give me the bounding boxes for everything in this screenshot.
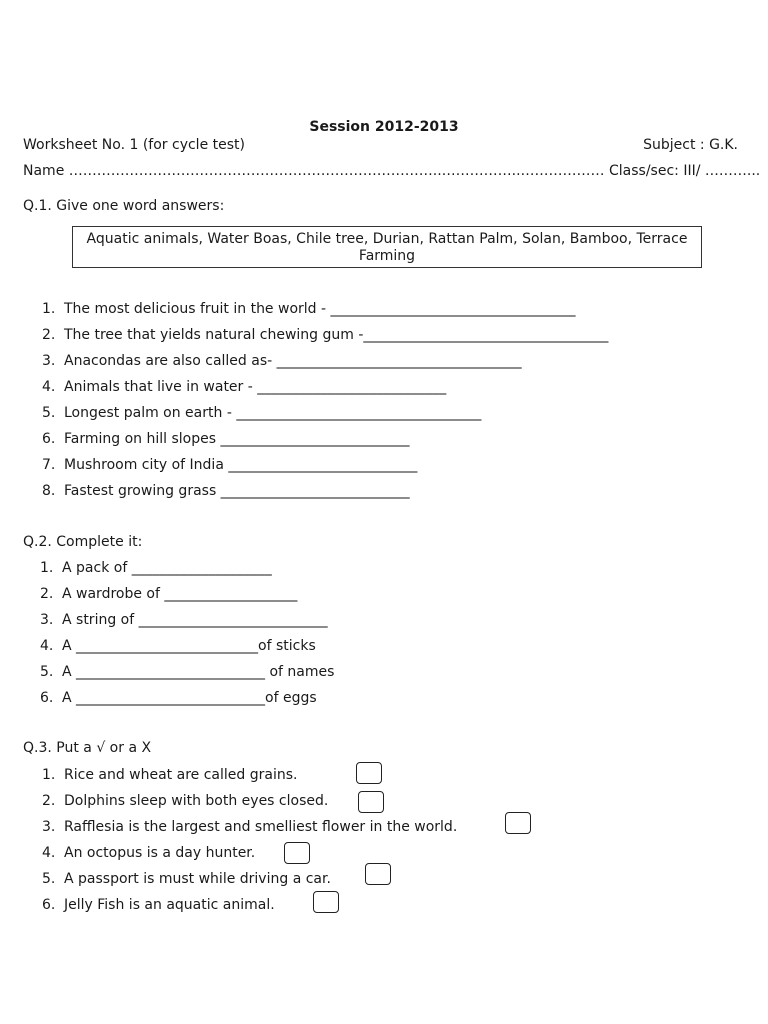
q2-item-5 [40, 664, 334, 680]
q1-item-number: 2. [42, 327, 56, 343]
session-title: Session 2012-2013 [309, 119, 459, 135]
q3-item-number: 6. [42, 897, 56, 913]
q1-item-number: 5. [42, 405, 56, 421]
q1-item-text: Fastest growing grass ___________________________ [64, 483, 410, 499]
q3-answer-checkbox-1[interactable] [356, 762, 382, 784]
q2-item-text: A wardrobe of ___________________ [62, 586, 298, 602]
q3-item-text: An octopus is a day hunter. [64, 845, 256, 861]
q2-item-1 [40, 560, 272, 576]
q3-item-1 [42, 767, 297, 783]
q2-item-3 [40, 612, 328, 628]
q3-title: Q.3. Put a √ or a X [23, 740, 152, 756]
q1-item-number: 1. [42, 301, 56, 317]
q3-item-2 [42, 793, 328, 809]
q3-answer-checkbox-2[interactable] [358, 791, 384, 813]
q3-item-text: Dolphins sleep with both eyes closed. [64, 793, 329, 809]
q1-item-number: 7. [42, 457, 56, 473]
q3-item-6 [42, 897, 275, 913]
q1-item-8 [42, 483, 410, 499]
q3-answer-checkbox-4[interactable] [284, 842, 310, 864]
q2-item-number: 5. [40, 664, 54, 680]
q3-item-text: Rice and wheat are called grains. [64, 767, 298, 783]
q3-answer-checkbox-5[interactable] [365, 863, 391, 885]
q1-item-text: Longest palm on earth - ___________________________________ [64, 405, 482, 421]
q1-item-6 [42, 431, 409, 447]
q3-answer-checkbox-6[interactable] [313, 891, 339, 913]
q3-answer-checkbox-3[interactable] [505, 812, 531, 834]
q3-item-number: 5. [42, 871, 56, 887]
q3-item-number: 4. [42, 845, 56, 861]
q2-item-number: 2. [40, 586, 54, 602]
q2-item-number: 4. [40, 638, 54, 654]
q2-item-text: A string of ___________________________ [62, 612, 328, 628]
q2-item-text: A ___________________________of eggs [62, 690, 317, 706]
q3-item-text: A passport is must while driving a car. [64, 871, 331, 887]
q1-item-text: Anacondas are also called as- ___________________________________ [64, 353, 522, 369]
q1-item-5 [42, 405, 481, 421]
q1-item-text: Animals that live in water - ___________________________ [64, 379, 447, 395]
q2-item-text: A __________________________of sticks [62, 638, 316, 654]
q3-item-number: 3. [42, 819, 56, 835]
q3-item-4 [42, 845, 255, 861]
q1-item-number: 3. [42, 353, 56, 369]
q3-item-5 [42, 871, 331, 887]
worksheet-label: Worksheet No. 1 (for cycle test) [23, 137, 245, 153]
q2-item-2 [40, 586, 297, 602]
q3-item-text: Rafflesia is the largest and smelliest flower in the world. [64, 819, 458, 835]
subject-label: Subject : G.K. [643, 137, 738, 153]
word-bank-box: Aquatic animals, Water Boas, Chile tree, Durian, Rattan Palm, Solan, Bamboo, Terrace Farming [72, 226, 702, 268]
q2-item-4 [40, 638, 316, 654]
q2-item-text: A ___________________________ of names [62, 664, 335, 680]
q1-item-number: 6. [42, 431, 56, 447]
q1-item-7 [42, 457, 417, 473]
q1-item-1 [42, 301, 576, 317]
q1-item-text: Farming on hill slopes ___________________________ [64, 431, 410, 447]
q2-item-text: A pack of ____________________ [62, 560, 272, 576]
q1-title: Q.1. Give one word answers: [23, 198, 225, 214]
q1-item-2 [42, 327, 608, 343]
q1-item-text: The tree that yields natural chewing gum -___________________________________ [64, 327, 609, 343]
q1-item-text: The most delicious fruit in the world - ___________________________________ [64, 301, 576, 317]
q3-item-number: 2. [42, 793, 56, 809]
q2-item-number: 6. [40, 690, 54, 706]
q1-item-4 [42, 379, 446, 395]
q1-item-number: 4. [42, 379, 56, 395]
name-class-line: Name ……………………………………………………………………..……………..……………… Class/sec: III/ ………... [23, 163, 761, 179]
q2-item-number: 3. [40, 612, 54, 628]
q2-item-6 [40, 690, 317, 706]
q3-item-3 [42, 819, 457, 835]
q2-title: Q.2. Complete it: [23, 534, 143, 550]
q1-item-number: 8. [42, 483, 56, 499]
q3-item-text: Jelly Fish is an aquatic animal. [64, 897, 275, 913]
q2-item-number: 1. [40, 560, 54, 576]
q1-item-3 [42, 353, 522, 369]
q3-item-number: 1. [42, 767, 56, 783]
q1-item-text: Mushroom city of India ___________________________ [64, 457, 418, 473]
